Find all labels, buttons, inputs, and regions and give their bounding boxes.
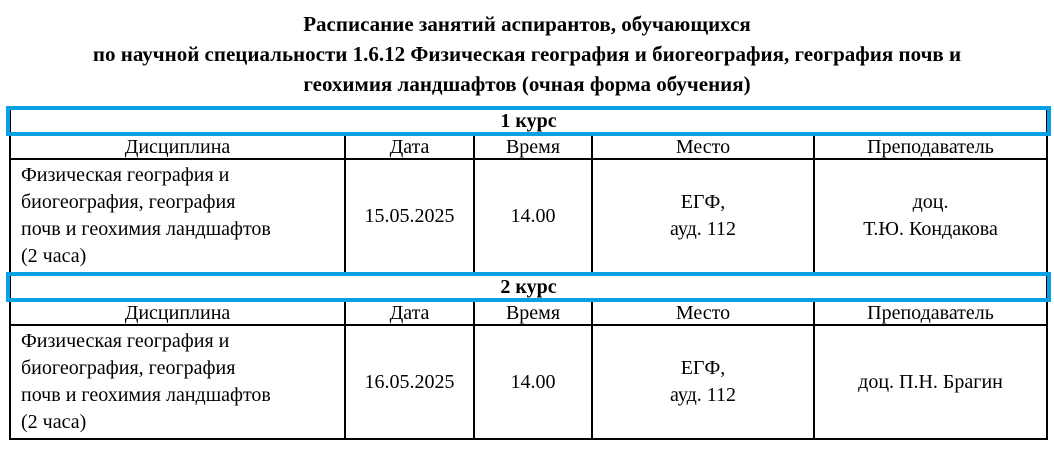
teacher-cell: доц. П.Н. Брагин [814, 325, 1047, 439]
col-header-date: Дата [345, 301, 474, 325]
course-2-header-row [10, 301, 1047, 325]
col-header-time: Время [474, 301, 592, 325]
col-header-time: Время [474, 135, 592, 159]
course-2-banner-row [10, 273, 1047, 301]
time-cell: 14.00 [474, 325, 592, 439]
course-1-schedule-row [10, 159, 1047, 273]
course-1-header-row [10, 135, 1047, 159]
course-1-banner-cell [10, 107, 1047, 135]
course-2-label: 2 курс [500, 276, 557, 298]
title-line-2: по научной специальности 1.6.12 Физическая география и биогеография, география почв и [92, 42, 962, 66]
place-cell: ЕГФ, ауд. 112 [592, 159, 814, 273]
discipline-cell: Физическая география и биогеография, география почв и геохимия ландшафтов (2 часа) [10, 325, 345, 439]
teacher-cell: доц. Т.Ю. Кондакова [814, 159, 1047, 273]
date-cell: 16.05.2025 [345, 325, 474, 439]
col-header-place: Место [592, 135, 814, 159]
col-header-discipline: Дисциплина [10, 301, 345, 325]
course-1-banner-row [10, 107, 1047, 135]
title-line-1: Расписание занятий аспирантов, обучающихся [303, 12, 751, 36]
course-1-label: 1 курс [500, 110, 557, 132]
place-cell: ЕГФ, ауд. 112 [592, 325, 814, 439]
date-cell: 15.05.2025 [345, 159, 474, 273]
time-cell: 14.00 [474, 159, 592, 273]
discipline-cell: Физическая география и биогеография, география почв и геохимия ландшафтов (2 часа) [10, 159, 345, 273]
course-2-banner-cell [10, 273, 1047, 301]
col-header-teacher: Преподаватель [814, 135, 1047, 159]
page-title [0, 0, 1054, 99]
col-header-teacher: Преподаватель [814, 301, 1047, 325]
col-header-date: Дата [345, 135, 474, 159]
schedule-table [9, 106, 1048, 440]
col-header-place: Место [592, 301, 814, 325]
course-2-schedule-row [10, 325, 1047, 439]
col-header-discipline: Дисциплина [10, 135, 345, 159]
title-line-3: геохимия ландшафтов (очная форма обучения) [303, 72, 751, 96]
